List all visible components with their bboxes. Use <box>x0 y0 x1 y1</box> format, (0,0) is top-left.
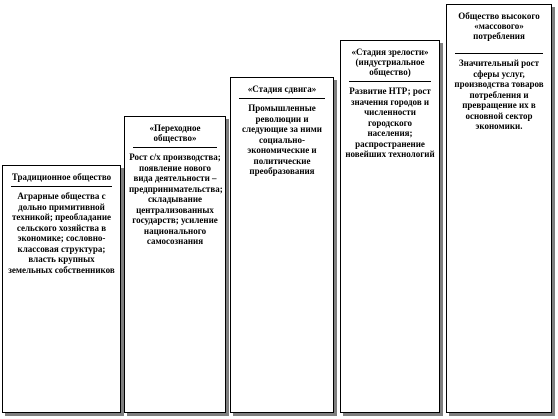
stage-description: Рост с/х производства; появление нового вида деятельности – предпринимательства; складывание централизованных государств; усиление национального самосознания <box>129 152 223 246</box>
stage-description: Значительный рост сферы услуг, производства товаров потребления и превращение их в основной сектор экономики. <box>454 58 544 131</box>
stage-box-transitional <box>124 116 226 413</box>
stage-box-maturity <box>340 40 440 413</box>
stage-title: Традиционное общество <box>11 172 112 182</box>
stage-box-mass-consumption <box>446 4 552 413</box>
stage-description: Развитие НТР; рост значения городов и численности городского населения; распространение новейших технологий <box>345 86 435 159</box>
stage-title: «Стадия зрелости» (индустриальное общество) <box>351 47 429 77</box>
divider <box>11 186 112 187</box>
stage-title: Общество высокого «массового» потребления <box>458 11 540 41</box>
stage-box-takeoff <box>230 77 334 413</box>
stage-description: Промышленные революции и следующие за ними социально-экономические и политические преобразования <box>242 103 322 176</box>
divider <box>239 98 325 99</box>
divider <box>349 81 431 82</box>
stage-description: Аграрные общества с дольно примитивной техникой; преобладание сельского хозяйства в экономике; сословно-классовая структура; власть крупных земельных собственников <box>8 191 115 275</box>
stage-title: «Стадия сдвига» <box>247 84 317 94</box>
stage-box-traditional <box>2 165 121 413</box>
stage-title: «Переходное общество» <box>149 123 201 143</box>
divider <box>455 53 543 54</box>
divider <box>133 147 217 148</box>
